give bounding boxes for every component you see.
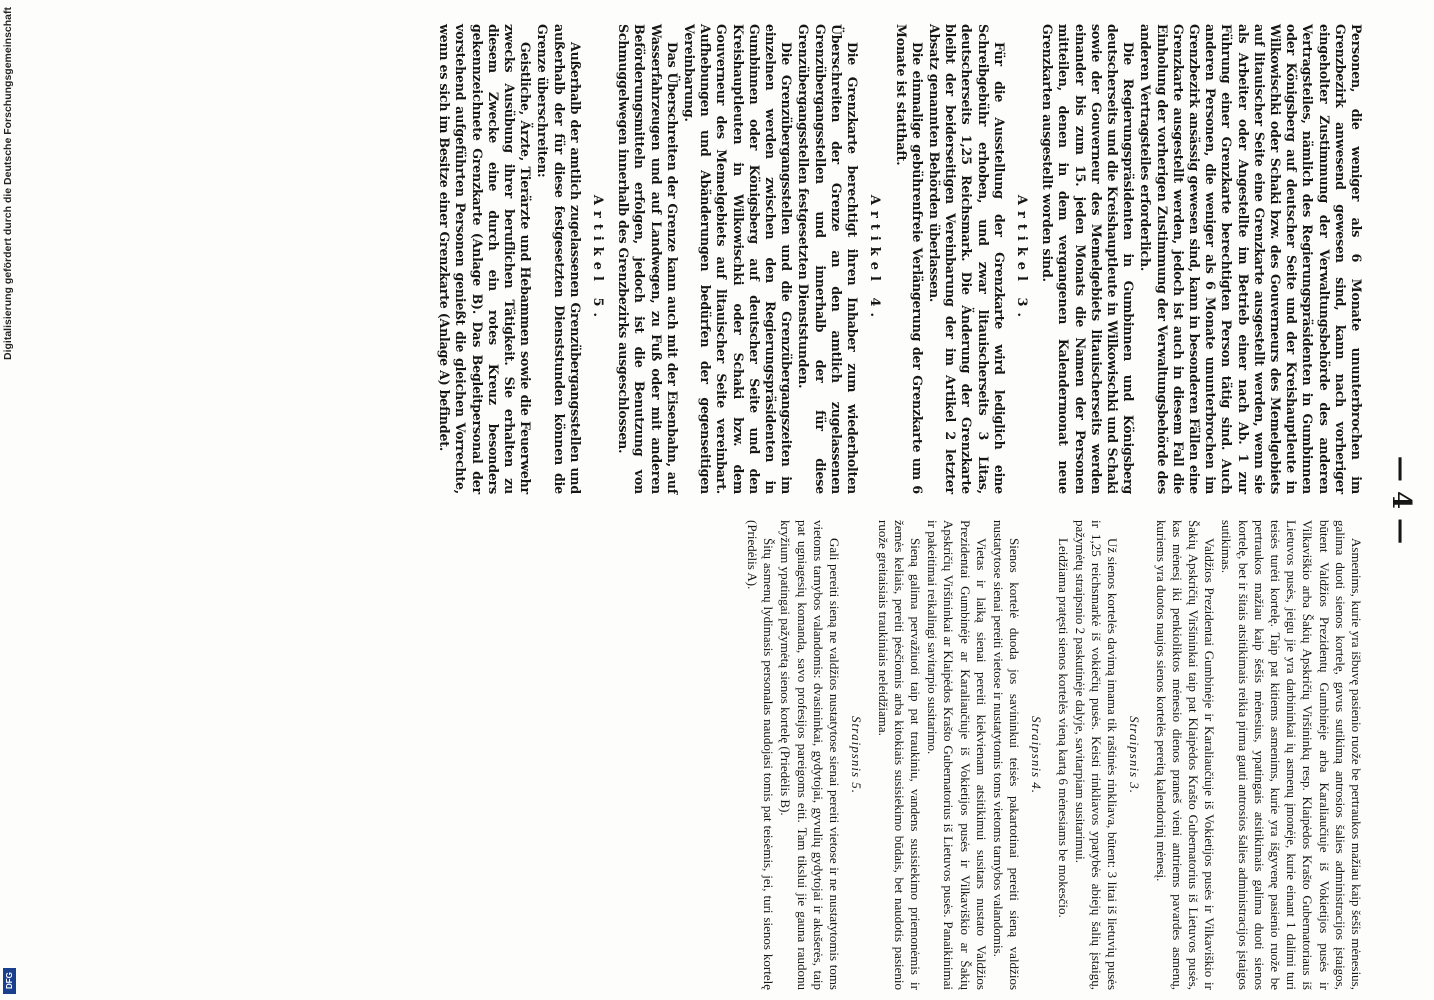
digitization-credit-text: Digitalisierung gefördert durch die Deutsche Forschungsgemeinschaft xyxy=(2,7,14,360)
digitization-credit-bar xyxy=(2,0,16,1000)
german-article-5-p2: Geistliche, Ärzte, Tierärzte und Hebammen sowie die Feuerwehr zwecks Ausübung ihrer beruflichen Tätigkeit. Sie erhalten zu diesem Zwecke eine durch ein rotes Kreuz besonders gekennzeichnete Grenzkarte (Anlage B). Das Begleitpersonal der vorstehend aufgeführten Personen genießt die gleichen Vorrechte, wenn es sich im Besitze einer Grenzkarte (Anlage A) befindet. xyxy=(437,24,534,494)
german-article-5-p1: Außerhalb der amtlich zugelassenen Grenzübergangsstellen und außerhalb der für diese festgesetzten Dienststunden können die Grenze überschreiten: xyxy=(535,24,583,494)
german-column xyxy=(435,24,1364,494)
lithuanian-paragraph-2: Valdžios Prezidentai Gumbinėje ir Karaliaučiuje iš Vokietijos pusės ir Vilkaviškio ir Šakių Apskričių Viršininkai taip pat Klaipėdos Krašto Gubernatorius iš Lietuvos pusės, kas mėnesį iki penkioliktos mėnesio dienos praneš vieni antriems pavardes asmenų, kuriems yra duotos naujos sienos kortelės pereitą kalendorinį mėnesį. xyxy=(1153,520,1218,990)
german-article-3-title: Artikel 3. xyxy=(1013,194,1029,324)
lithuanian-article-3-p1: Už sienos kortelės davimą imama tik raštinės rinkliava, būtent: 3 litai iš lietuvių pusės ir 1,25 reichsmarkė iš vokiečių pusės. Keisti rinkliavos ypatybės abiejų šalių įstaigų, pažymėtų straipsnio 2 paskutinėje dalyje, savitarpiam susitarimui. xyxy=(1072,520,1121,990)
lithuanian-article-4-title: Straipsnis 4. xyxy=(1029,715,1045,794)
lithuanian-column xyxy=(743,520,1364,990)
lithuanian-article-4-p1: Sienos kortelė duoda jos savininkui teisės pakartotinai pereiti sieną valdžios nustatytose sienai pereiti vietose ir nustatytomis toms vietoms tarnybos valandomis. xyxy=(990,520,1023,990)
german-article-3-p1: Für die Ausstellung der Grenzkarte wird lediglich eine Schreibgebühr erhoben, und zwar litauischerseits 3 Litas, deutscherseits 1,25 Reichsmark. Die Änderung der Grenzkarte bleibt der beiderseitigen Vereinbarung der im Artikel 2 letzter Absatz genannten Behörden überlassen. xyxy=(926,24,1007,494)
lithuanian-article-5-p1: Gali pereiti sieną ne valdžios nustatytose sienai pereiti vietose ir ne nustatytomis toms vietoms tarnybos valandomis: dvasininkai, gydytojai, gyvulių gydytojai ir akušerės, taip pat ugniagesių komanda, savo profesijos pareigoms eiti. Tam tikslui jie gauna raudonu kryžium ypatingai pažymėtą sienos kortelę (Priedėlis B). xyxy=(778,520,843,990)
german-intro: Personen, die weniger als 6 Monate ununterbrochen im Grenzbezirk anwesend gewesen sind, kann nach vorheriger eingeholter Zustimmung der Verwaltungsbehörde des anderen Vertragsteiles, nämlich des Regierungspräsidenten in Gumbinnen oder Königsberg auf deutscher Seite und der Kreishauptleute in Wilkowischki oder Schaki bzw. des Gouverneurs des Memelgebiets auf litauischer Seite eine Grenzkarte ausgestellt werden, wenn sie als Arbeiter oder Angestellte im Betrieb einer nach Ab. 1 zur Führung einer Grenzkarte berechtigten Person tätig sind. Auch anderen Personen, die weniger als 6 Monate ununterbrochen im Grenzbezirk ansässig gewesen sind, kann in besonderen Fällen eine Grenzkarte ausgestellt werden, jedoch ist auch in diesem Fall die Einholung der vorherigen Zustimmung der Verwaltungsbehörde des anderen Vertragsteiles erforderlich. xyxy=(1138,24,1364,494)
german-article-5-title: Artikel 5. xyxy=(590,194,606,324)
german-article-4-p1: Die Grenzkarte berechtigt ihren Inhaber zum wiederholten Überschreiten der Grenze an den amtlich zugelassenen Grenzübergangsstellen und innerhalb der für diese Grenzübergangsstellen festgesetzten Dienststunden. xyxy=(796,24,861,494)
lithuanian-intro: Asmenims, kurie yra išbuvę pasienio ruože be pertraukos mažiau kaip šešis mėnesius, galima duoti sienos kortelę, gavus sutikimą antrosios šalies administracijos įstaigos, būtent Valdžios Prezidentų Gumbinėje arba Karaliaučiuje iš Vokietijos pusės ir Vilkaviškio arba Šakių Apskričių Viršininkų resp. Klaipėdos Krašto Gubernatoriaus iš Lietuvos pusės, jeigu jie yra darbininkai ių asmenų įmonėje, kurie einant 1 dalimi turi teisės turėti kortelę. Taip pat kitiems asmenims, kurie yra išgyvenę pasienio ruože be pertraukos mažiau kaip šešis mėnesius, ypatingais atsitikimais galima duoti sienos kortelę, bet ir šitais atsitikimais reikia pirma gauti antrosios šalies administracijos įstaigos sutikimas. xyxy=(1219,520,1364,990)
lithuanian-article-4-p3: Sieną galima pervažiuoti taip pat traukiniu, vandens susisiekimo priemonėmis ir žemės keliais, pereiti pėsčiomis arba kitokiais susisiekimo būdais, bet naudotis pasienio ruože greitaisiais traukiniais neleidžiama. xyxy=(875,520,923,990)
german-article-3-p2: Die einmalige gebührenfreie Verlängerung der Grenzkarte um 6 Monate ist statthaft. xyxy=(893,24,925,494)
lithuanian-article-4-p2: Vietas ir laiką sienai pereiti kiekvienam atsitikimui susitars nustato Valdžios Prezidentai Gumbinėje ar Karaliaučiuje iš Vokietijos pusės ir Vilkaviškio ar Šakių Apskričių Viršininkai ar Klaipėdos Krašto Gubernatorius iš Lietuvos pusės. Panaikinimai ir pakeitimai reikalingi savitarpio susitarimo. xyxy=(925,520,989,990)
dfg-logo-icon: DFG xyxy=(3,968,16,994)
german-paragraph-2: Die Regierungspräsidenten in Gumbinnen und Königsberg deutscherseits und die Kreishauptleute in Wilkowischki und Schaki sowie der Gouverneur des Memelgebiets litauischerseits werden einander bis zum 15. jeden Monats die Namen der Personen mitteilen, denen in dem vergangenen Kalendermonat neue Grenzkarten ausgestellt worden sind. xyxy=(1040,24,1137,494)
lithuanian-article-3-p2: Leidžiama pratęsti sienos kortelės vieną kartą 6 mėnesiams be mokesčio. xyxy=(1055,538,1071,918)
page-number: — 4 — xyxy=(1386,455,1416,545)
german-article-4-p2: Die Grenzübergangsstellen und die Grenzübergangszeiten im einzelnen werden zwischen den Regierungspräsidenten in Gumbinnen oder Königsberg auf deutscher Seite und den Kreishauptleuten in Wilkowischki oder Schaki bzw. dem Gouverneur des Memelgebiets auf litauischer Seite vereinbart. Aufhebungen und Abänderungen bedürfen der gegenseitigen Vereinbarung. xyxy=(682,24,795,494)
german-article-4-p3: Das Überschreiten der Grenze kann auch mit der Eisenbahn, auf Wasserfahrzeugen und auf Landwegen, zu Fuß oder mit anderen Beförderungsmitteln erfolgen, jedoch ist die Benutzung von Schmuggelwegen innerhalb des Grenzbezirks ausgeschlossen. xyxy=(616,24,680,494)
german-article-4-title: Artikel 4. xyxy=(867,194,883,324)
lithuanian-article-5-title: Straipsnis 5. xyxy=(849,715,865,794)
lithuanian-article-5-p2: Šitų asmenų lydimasis personalas naudojasi tomis pat teisėmis, jei, turi sienos kortelę (Priedėlis A). xyxy=(745,520,777,990)
lithuanian-article-3-title: Straipsnis 3. xyxy=(1127,715,1143,794)
